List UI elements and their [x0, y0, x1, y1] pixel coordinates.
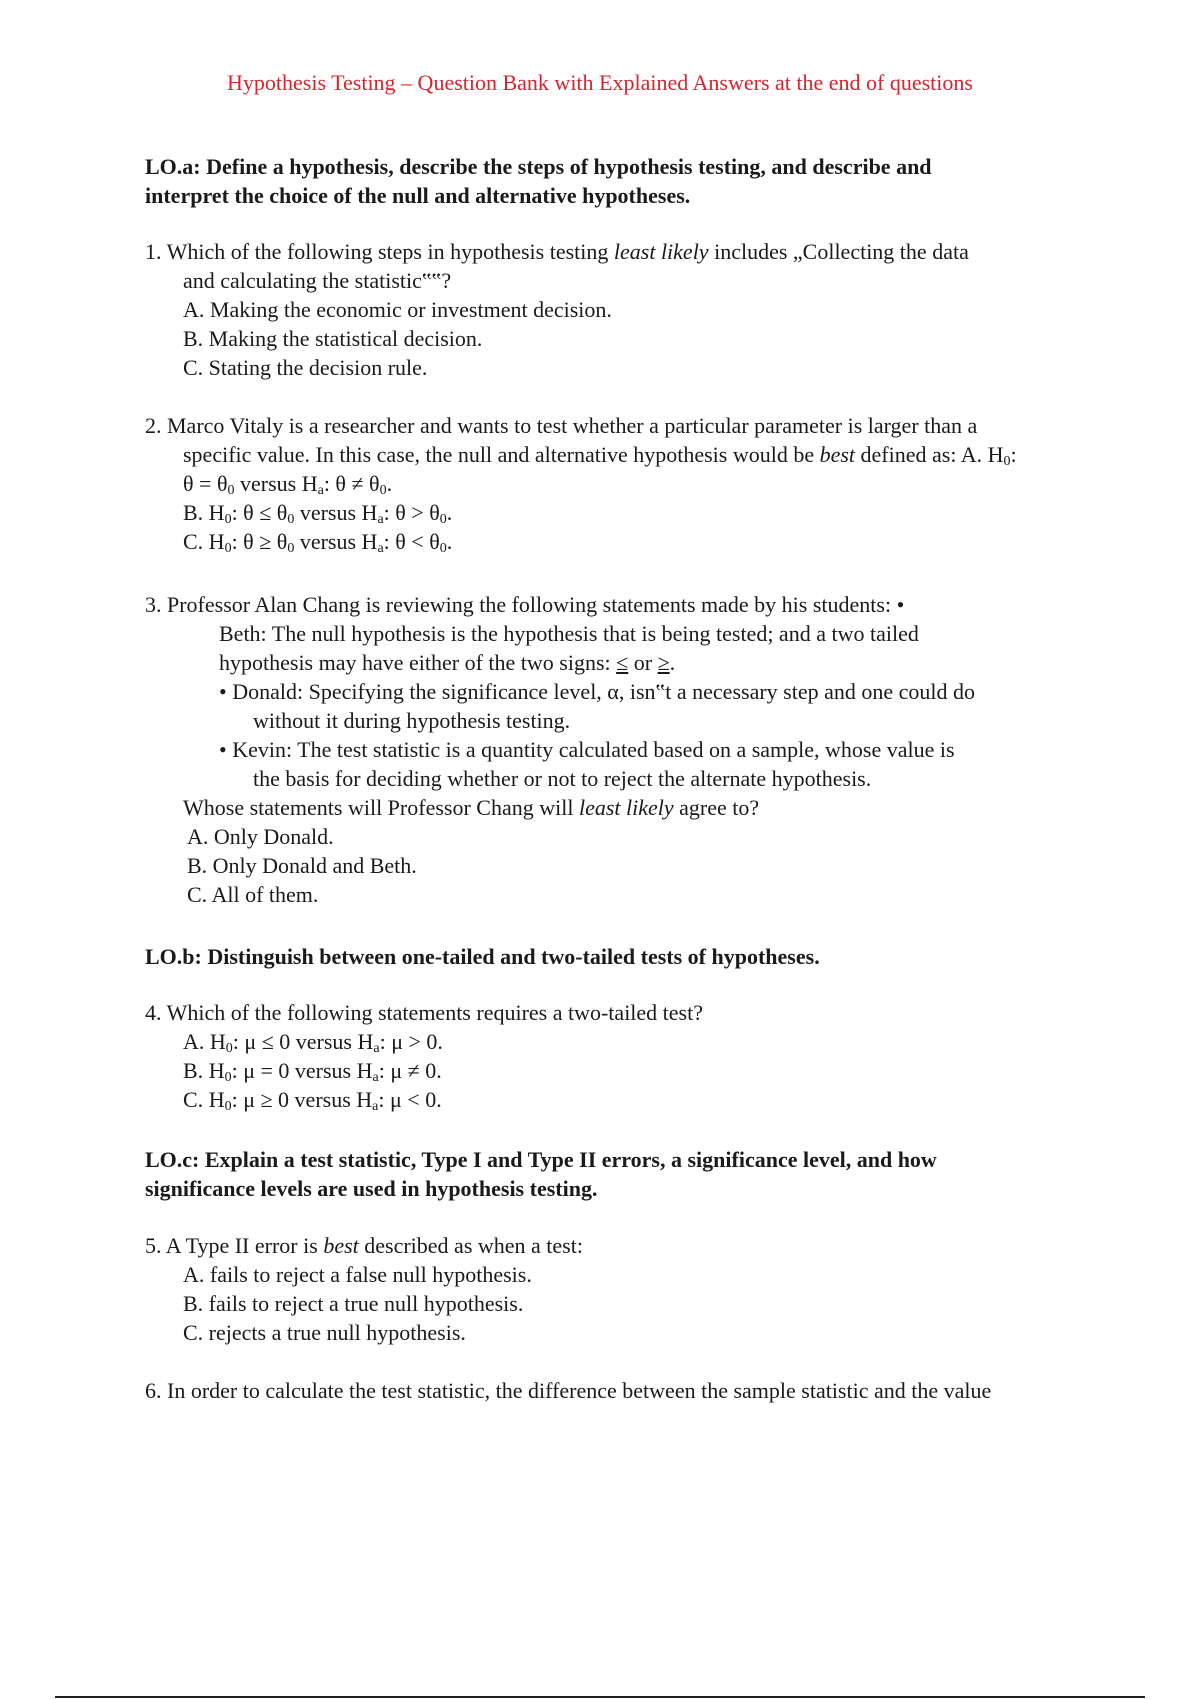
h-symbol: H: [356, 1058, 373, 1083]
q2-stem-text: specific value. In this case, the null and alternative hypothesis would be: [183, 442, 820, 467]
lo-b-line-1: LO.b: Distinguish between one-tailed and two-tailed tests of hypotheses.: [145, 944, 820, 969]
ask-text: Whose statements will Professor Chang will: [183, 795, 579, 820]
subscript-a: a: [372, 1070, 379, 1085]
q1-stem-text: 1. Which of the following steps in hypothesis testing: [145, 239, 614, 264]
question-6: [145, 1376, 1085, 1405]
question-2-stem-line-2: specific value. In this case, the null and alternative hypothesis would be best defined as: A. $H_0$:: [183, 442, 1017, 469]
formula-part: : θ ≤ θ: [231, 500, 288, 525]
formula-part: B. H: [183, 500, 225, 525]
question-3-kevin-line-2: the basis for deciding whether or not to reject the alternate hypothesis.: [253, 766, 872, 791]
question-3-ask: [145, 793, 1085, 822]
question-5: [145, 1231, 1085, 1347]
question-2-option-c: C. $H_0$: $\theta \ge \theta_0$ versus $H_a$: $\theta < \theta_0$.: [183, 529, 453, 556]
formula-part: : μ ≤ 0 versus: [232, 1029, 358, 1054]
formula-part: : θ ≥ θ: [231, 529, 288, 554]
question-4: [145, 998, 1085, 1114]
lo-a-line-2: interpret the choice of the null and alternative hypotheses.: [145, 183, 691, 208]
question-3-option-b: B. Only Donald and Beth.: [187, 853, 417, 878]
question-2-stem-line-1: 2. Marco Vitaly is a researcher and wants to test whether a particular parameter is larger than a: [145, 413, 978, 438]
formula-part: C. H: [183, 529, 225, 554]
question-1-stem-line-2: and calculating the statistic‟‟?: [183, 268, 452, 293]
question-6-stem: 6. In order to calculate the test statistic, the difference between the sample statistic and the value: [145, 1378, 992, 1403]
formula-part: : θ < θ: [383, 529, 440, 554]
question-5-option-b: B. fails to reject a true null hypothesis.: [183, 1291, 524, 1316]
q5-stem-text-end: described as when a test:: [358, 1233, 583, 1258]
subscript-a: a: [377, 541, 384, 556]
lo-c-line-2: significance levels are used in hypothesis testing.: [145, 1176, 598, 1201]
lo-a-heading: [145, 152, 1075, 210]
question-2-option-b: B. $H_0$: $\theta \le \theta_0$ versus $H_a$: $\theta > \theta_0$.: [183, 500, 453, 527]
h-symbol: H: [208, 1087, 225, 1112]
formula-part: : μ ≥ 0 versus: [231, 1087, 357, 1112]
subscript-a: a: [372, 1099, 379, 1114]
question-4-option-c: [145, 1085, 1085, 1114]
q1-stem-text-end: includes „Collecting the data: [708, 239, 969, 264]
question-4-option-b: [145, 1056, 1085, 1085]
h-symbol: H: [209, 1029, 226, 1054]
formula-part: : μ < 0.: [378, 1087, 442, 1112]
question-3-option-c: C. All of them.: [187, 882, 319, 907]
subscript-zero: 0: [224, 1099, 232, 1114]
subscript-zero: 0: [439, 541, 447, 556]
lo-c-line-1: LO.c: Explain a test statistic, Type I and Type II errors, a significance level, and how: [145, 1147, 937, 1172]
question-1-option-b: B. Making the statistical decision.: [183, 326, 483, 351]
formula-part: : μ > 0.: [379, 1029, 443, 1054]
subscript-a: a: [317, 483, 324, 498]
h-symbol: H: [356, 1087, 373, 1112]
option-letter: C.: [183, 1087, 209, 1112]
question-5-stem: [145, 1231, 1085, 1260]
ask-text-end: agree to?: [673, 795, 760, 820]
formula-part: : μ = 0 versus: [231, 1058, 357, 1083]
formula-part: versus H: [294, 529, 378, 554]
question-2: [145, 411, 1085, 556]
period: .: [669, 650, 676, 675]
option-letter: B.: [183, 1058, 209, 1083]
question-5-option-c: C. rejects a true null hypothesis.: [183, 1320, 466, 1345]
ask-emphasis: least likely: [578, 795, 674, 820]
question-3-beth-line-1: Beth: The null hypothesis is the hypothesis that is being tested; and a two tailed: [219, 621, 919, 646]
subscript-zero: 0: [227, 483, 235, 498]
h-symbol: H: [357, 1029, 374, 1054]
question-1-option-a: A. Making the economic or investment decision.: [183, 297, 612, 322]
subscript-zero: 0: [379, 483, 387, 498]
question-1-stem-line-1: [145, 237, 1085, 266]
h-symbol: H: [208, 1058, 225, 1083]
subscript-zero: 0: [287, 512, 295, 527]
formula-part: : θ ≠ θ: [323, 471, 380, 496]
question-3: [145, 590, 1085, 909]
subscript-zero: 0: [287, 541, 295, 556]
question-2-option-a-formula: $\theta = \theta_0$ versus $H_a$: $\theta \ne \theta_0$.: [183, 471, 393, 498]
question-3-option-a: A. Only Donald.: [187, 824, 334, 849]
question-3-stem-line-1: 3. Professor Alan Chang is reviewing the following statements made by his students: •: [145, 592, 905, 617]
q2-stem-text-end: defined as: A. H: [855, 442, 1004, 467]
ge-sign: ≥: [657, 650, 670, 675]
page-bottom-rule: [55, 1696, 1145, 1698]
beth-text: hypothesis may have either of the two signs:: [219, 650, 617, 675]
q5-stem-text: 5. A Type II error is: [145, 1233, 324, 1258]
formula-part: versus H: [294, 500, 378, 525]
subscript-zero: 0: [224, 512, 232, 527]
subscript-a: a: [377, 512, 384, 527]
question-1-option-c: C. Stating the decision rule.: [183, 355, 428, 380]
subscript-zero: 0: [225, 1041, 233, 1056]
q2-stem-emphasis: best: [819, 442, 856, 467]
subscript-zero: 0: [224, 541, 232, 556]
question-4-option-a: [145, 1027, 1085, 1056]
option-letter: A.: [183, 1029, 210, 1054]
subscript-zero: 0: [439, 512, 447, 527]
lo-c-heading: [145, 1145, 1075, 1203]
formula-part: : μ ≠ 0.: [378, 1058, 442, 1083]
le-sign: ≤: [616, 650, 629, 675]
question-3-beth-line-2: [145, 648, 1085, 677]
subscript-zero: 0: [1003, 454, 1011, 469]
question-3-donald-line-1: • Donald: Specifying the significance level, α, isn‟t a necessary step and one could do: [219, 679, 976, 704]
document-title: Hypothesis Testing – Question Bank with Explained Answers at the end of questions: [227, 70, 973, 95]
lo-b-heading: [145, 942, 1075, 971]
question-3-kevin-line-1: • Kevin: The test statistic is a quantity calculated based on a sample, whose value is: [219, 737, 955, 762]
question-5-option-a: A. fails to reject a false null hypothesis.: [183, 1262, 532, 1287]
formula-part: versus H: [234, 471, 318, 496]
question-1: [145, 237, 1085, 382]
subscript-zero: 0: [224, 1070, 232, 1085]
formula-part: θ = θ: [183, 471, 228, 496]
subscript-a: a: [373, 1041, 380, 1056]
q1-stem-emphasis: least likely: [613, 239, 709, 264]
formula-part: : θ > θ: [383, 500, 440, 525]
or-text: or: [628, 650, 658, 675]
question-4-stem: 4. Which of the following statements requires a two-tailed test?: [145, 1000, 703, 1025]
lo-a-line-1: LO.a: Define a hypothesis, describe the steps of hypothesis testing, and describe and: [145, 154, 932, 179]
question-3-donald-line-2: without it during hypothesis testing.: [253, 708, 571, 733]
q5-stem-emphasis: best: [323, 1233, 359, 1258]
